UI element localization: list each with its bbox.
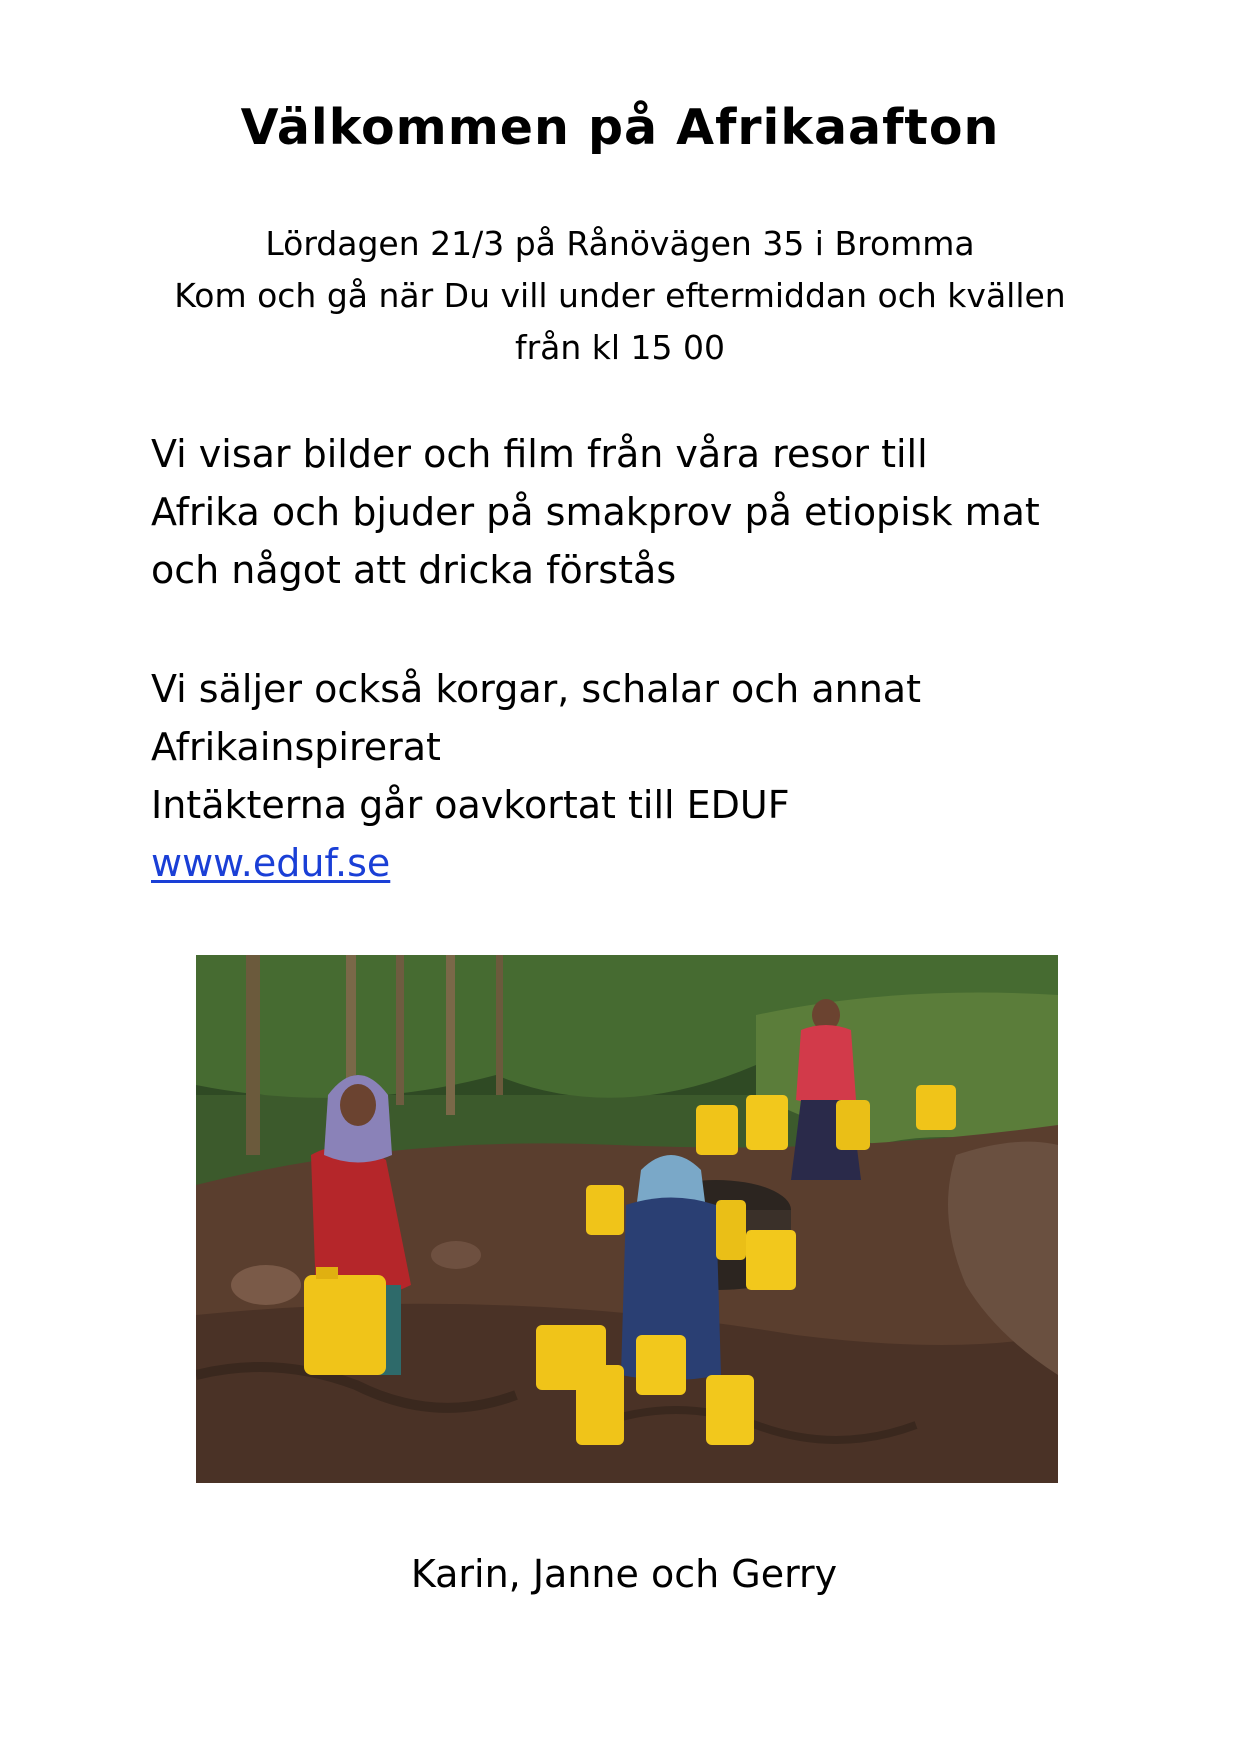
signature: Karin, Janne och Gerry — [410, 1552, 838, 1596]
paragraph-line: Vi visar bilder och film från våra resor till — [151, 432, 928, 476]
event-date-line: Lördagen 21/3 på Rånövägen 35 i Bromma — [265, 224, 975, 263]
eduf-link[interactable]: www.eduf.se — [151, 841, 391, 885]
paragraph-line: Intäkterna går oavkortat till EDUF — [151, 783, 790, 827]
paragraph-program — [151, 425, 1151, 599]
event-visit-line: Kom och gå när Du vill under eftermiddan och kvällen — [174, 276, 1066, 315]
paragraph-line: Afrikainspirerat — [151, 725, 441, 769]
paragraph-line: Afrika och bjuder på smakprov på etiopisk mat — [151, 490, 1040, 534]
event-time-line: från kl 15 00 — [514, 328, 726, 367]
event-info — [0, 218, 1240, 374]
paragraph-sales — [151, 660, 1151, 892]
paragraph-line: och något att dricka förstås — [151, 548, 677, 592]
paragraph-line: Vi säljer också korgar, schalar och annat — [151, 667, 921, 711]
page-title: Välkommen på Afrikaafton — [240, 99, 1000, 156]
women-fetching-water-photo — [196, 955, 1058, 1483]
